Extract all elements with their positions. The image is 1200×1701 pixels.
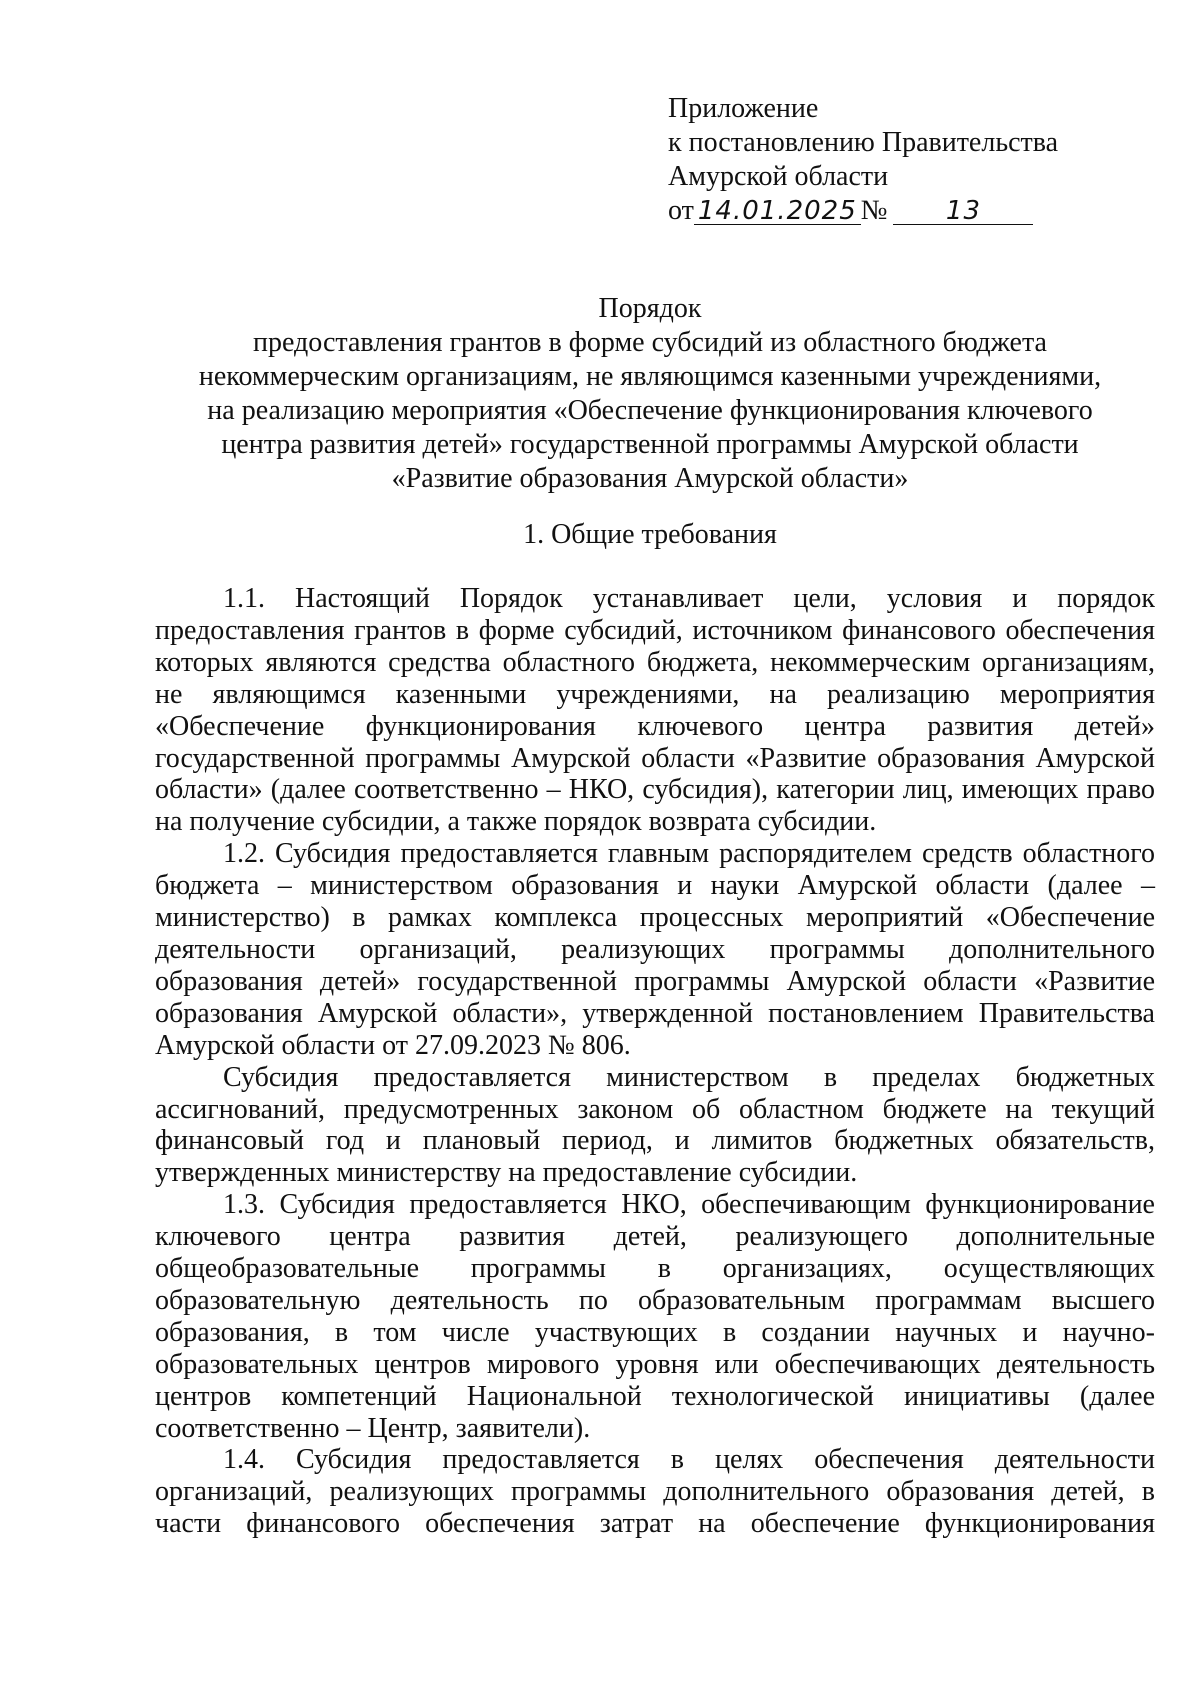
appendix-date-line (668, 194, 1058, 228)
title-line-1: предоставления грантов в форме субсидий из областного бюджета (253, 327, 1047, 358)
appendix-block (668, 92, 1058, 228)
section-heading: 1. Общие требования (523, 519, 777, 550)
document-title (150, 292, 1150, 496)
appendix-title: Приложение (668, 93, 819, 124)
title-line-5: «Развитие образования Амурской области» (391, 463, 909, 494)
date-prefix: от (668, 195, 694, 226)
appendix-region: Амурской области (668, 161, 889, 192)
number-sign: № (860, 195, 888, 226)
handwritten-date: 14.01.2025 (694, 198, 861, 225)
handwritten-number: 13 (893, 198, 1033, 225)
title-line-4: центра развития детей» государственной программы Амурской области (221, 429, 1079, 460)
paragraph-1-3: 1.3. Субсидия предоставляется НКО, обеспечивающим функционирование ключевого центра развития детей, реализующего дополнительные общеобразовательные программы в организациях, осуществляющих образовательную деятельность по образовательным программам высшего образования, в том числе участвующих в создании научных и научно-образовательных центров мирового уровня или обеспечивающих деятельность центров компетенций Национальной технологической инициативы (далее соответственно – Центр, заявители). (155, 1189, 1155, 1444)
paragraph-1-1: 1.1. Настоящий Порядок устанавливает цели, условия и порядок предоставления грантов в форме субсидий, источником финансового обеспечения которых являются средства областного бюджета, некоммерческим организациям, не являющимся казенными учреждениями, на реализацию мероприятия «Обеспечение функционирования ключевого центра развития детей» государственной программы Амурской области «Развитие образования Амурской области» (далее соответственно – НКО, субсидия), категории лиц, имеющих право на получение субсидии, а также порядок возврата субсидии. (155, 583, 1155, 838)
paragraph-1-4: 1.4. Субсидия предоставляется в целях обеспечения деятельности организаций, реализующих программы дополнительного образования детей, в части финансового обеспечения затрат на обеспечение функционирования (155, 1444, 1155, 1540)
paragraph-1-2-continued: Субсидия предоставляется министерством в пределах бюджетных ассигнований, предусмотренных законом об областном бюджете на текущий финансовый год и плановый период, и лимитов бюджетных обязательств, утвержденных министерству на предоставление субсидии. (155, 1061, 1155, 1189)
document-body (155, 583, 1155, 1540)
title-line-3: на реализацию мероприятия «Обеспечение функционирования ключевого (207, 395, 1093, 426)
title-heading: Порядок (598, 293, 702, 324)
paragraph-1-2: 1.2. Субсидия предоставляется главным распорядителем средств областного бюджета – министерством образования и науки Амурской области (далее – министерство) в рамках комплекса процессных мероприятий «Обеспечение деятельности организаций, реализующих программы дополнительного образования детей» государственной программы Амурской области «Развитие образования Амурской области», утвержденной постановлением Правительства Амурской области от 27.09.2023 № 806. (155, 838, 1155, 1061)
title-line-2: некоммерческим организациям, не являющимся казенными учреждениями, (198, 361, 1102, 392)
appendix-reference: к постановлению Правительства (668, 127, 1059, 158)
